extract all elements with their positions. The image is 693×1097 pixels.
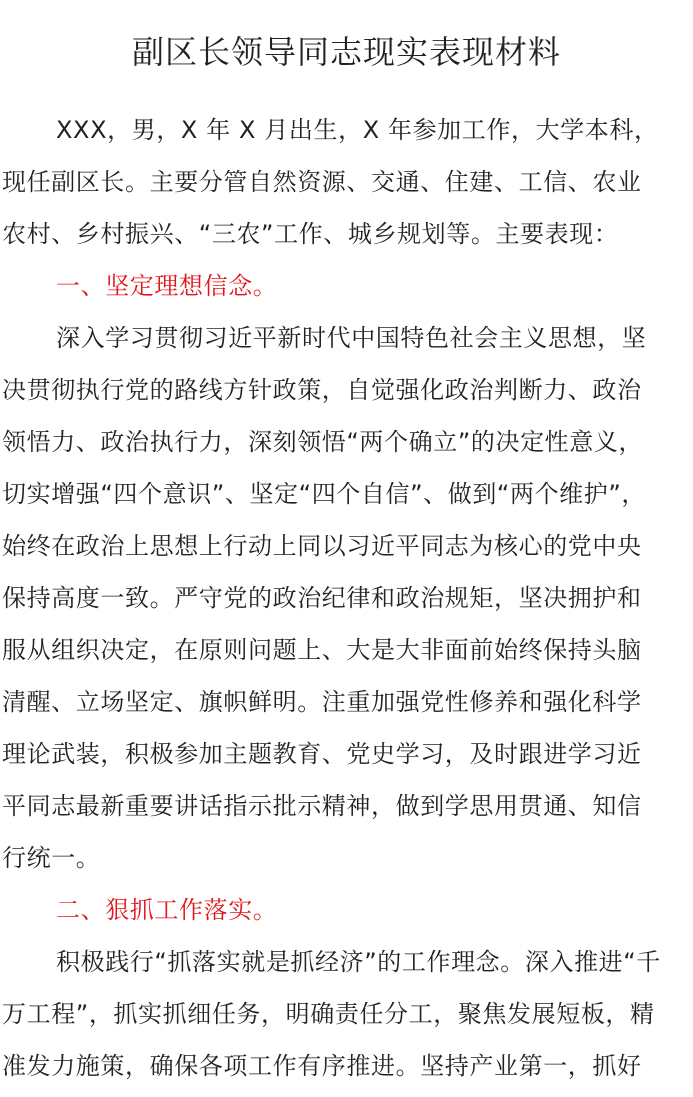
paragraph-line: 深入学习贯彻习近平新时代中国特色社会主义思想，坚 [56, 324, 647, 352]
paragraph-line: 平同志最新重要讲话指示批示精神，做到学思用贯通、知信 [2, 792, 642, 820]
section-heading-1: 一、坚定理想信念。 [56, 272, 278, 300]
paragraph-line: 农村、乡村振兴、“三农”工作、城乡规划等。主要表现： [2, 220, 619, 248]
paragraph-line: 万工程”，抓实抓细任务，明确责任分工，聚焦发展短板，精 [2, 1000, 655, 1028]
paragraph-line: 领悟力、政治执行力，深刻领悟“两个确立”的决定性意义， [2, 428, 644, 456]
paragraph-line: 服从组织决定，在原则问题上、大是大非面前始终保持头脑 [2, 636, 642, 664]
paragraph-line: 积极践行“抓落实就是抓经济”的工作理念。深入推进“千 [56, 948, 661, 976]
paragraph-line: XXX，男，X 年 X 月出生，X 年参加工作，大学本科， [56, 116, 659, 144]
paragraph-line: 理论武装，积极参加主题教育、党史学习，及时跟进学习近 [2, 740, 642, 768]
paragraph-line: 切实增强“四个意识”、坚定“四个自信”、做到“两个维护”， [2, 480, 646, 508]
paragraph-line: 准发力施策，确保各项工作有序推进。坚持产业第一，抓好 [2, 1052, 642, 1080]
section-heading-2: 二、狠抓工作落实。 [56, 896, 278, 924]
paragraph-line: 行统一。 [2, 844, 101, 872]
paragraph-line: 始终在政治上思想上行动上同以习近平同志为核心的党中央 [2, 532, 642, 560]
paragraph-line: 清醒、立场坚定、旗帜鲜明。注重加强党性修养和强化科学 [2, 688, 642, 716]
paragraph-line: 现任副区长。主要分管自然资源、交通、住建、工信、农业 [2, 168, 642, 196]
document-title: 副区长领导同志现实表现材料 [131, 33, 561, 71]
paragraph-line: 保持高度一致。严守党的政治纪律和政治规矩，坚决拥护和 [2, 584, 642, 612]
paragraph-line: 决贯彻执行党的路线方针政策，自觉强化政治判断力、政治 [2, 376, 642, 404]
